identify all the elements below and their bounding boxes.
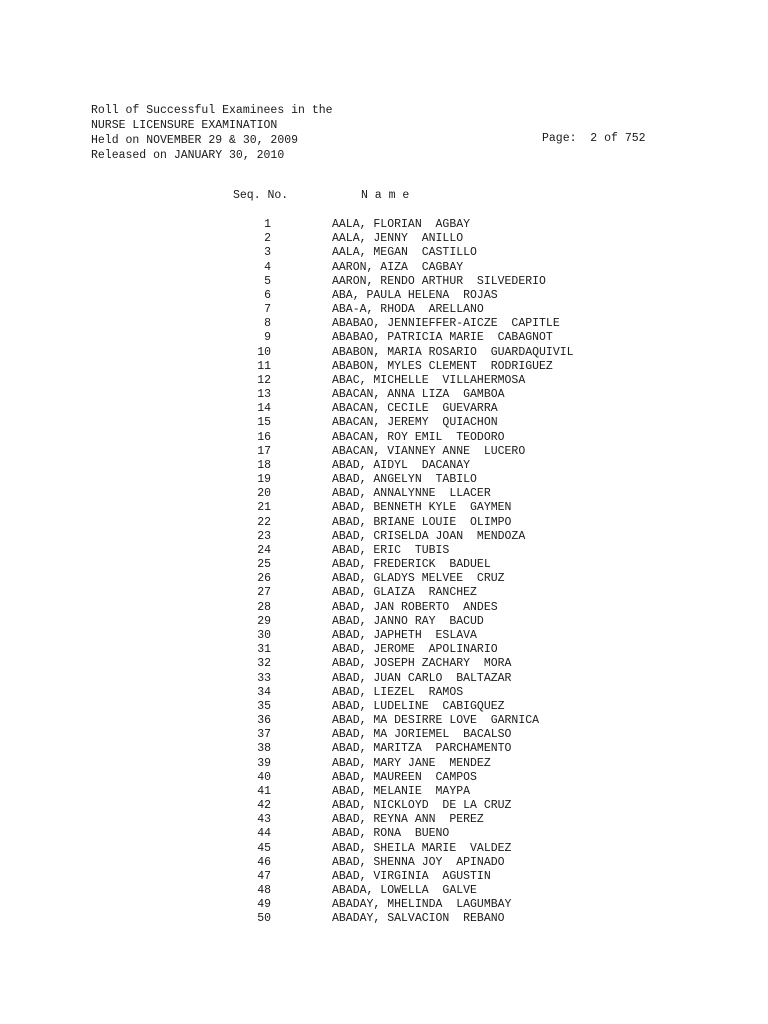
seq-number: 10 (257, 345, 271, 359)
seq-number: 35 (257, 699, 271, 713)
seq-number: 42 (257, 799, 271, 813)
list-item (0, 842, 768, 856)
list-item (0, 572, 768, 586)
list-item (0, 629, 768, 643)
seq-number: 24 (257, 543, 271, 557)
seq-number: 44 (257, 827, 271, 841)
list-item (0, 700, 768, 714)
list-item (0, 261, 768, 275)
seq-number: 2 (264, 232, 271, 246)
examinee-name: ABAD, ERIC TUBIS (332, 543, 450, 557)
list-item (0, 501, 768, 515)
examinee-name: ABAD, JOSEPH ZACHARY MORA (332, 657, 512, 671)
name-column-header: N a m e (361, 189, 410, 202)
seq-number: 30 (257, 628, 271, 642)
examinee-name: ABAD, MELANIE MAYPA (332, 784, 471, 798)
examinee-name: ABAD, SHEILA MARIE VALDEZ (332, 841, 512, 855)
seq-number: 7 (264, 303, 271, 317)
examinee-name: ABADAY, MHELINDA LAGUMBAY (332, 898, 512, 912)
examinee-name: ABAD, ANNALYNNE LLACER (332, 487, 491, 501)
list-item (0, 586, 768, 600)
list-item (0, 445, 768, 459)
list-item (0, 870, 768, 884)
seq-number: 5 (264, 274, 271, 288)
list-item (0, 246, 768, 260)
list-item (0, 544, 768, 558)
seq-number: 9 (264, 331, 271, 345)
seq-number: 34 (257, 685, 271, 699)
exam-date-line: Held on NOVEMBER 29 & 30, 2009 (91, 134, 299, 147)
examinee-name: AALA, JENNY ANILLO (332, 232, 464, 246)
seq-number: 37 (257, 728, 271, 742)
document-title-line: Roll of Successful Examinees in the (91, 104, 333, 117)
seq-number: 29 (257, 614, 271, 628)
list-item (0, 232, 768, 246)
seq-number: 40 (257, 770, 271, 784)
list-item (0, 615, 768, 629)
examinee-name: ABAD, MAUREEN CAMPOS (332, 770, 477, 784)
examinee-name: ABABAO, JENNIEFFER-AICZE CAPITLE (332, 317, 560, 331)
examinee-name: ABAD, FREDERICK BADUEL (332, 558, 491, 572)
seq-number: 31 (257, 643, 271, 657)
examinee-name: ABACAN, ANNA LIZA GAMBOA (332, 388, 505, 402)
examinee-name: ABAD, LIEZEL RAMOS (332, 685, 464, 699)
list-item (0, 884, 768, 898)
examinee-name: ABABAO, PATRICIA MARIE CABAGNOT (332, 331, 553, 345)
list-item (0, 487, 768, 501)
examinee-name: ABAD, MA DESIRRE LOVE GARNICA (332, 714, 540, 728)
list-item (0, 771, 768, 785)
seq-number: 18 (257, 458, 271, 472)
list-item (0, 686, 768, 700)
examinee-name: AALA, MEGAN CASTILLO (332, 246, 477, 260)
page-indicator: Page: 2 of 752 (542, 132, 646, 145)
list-item (0, 714, 768, 728)
seq-number: 45 (257, 841, 271, 855)
examinee-name: ABACAN, ROY EMIL TEODORO (332, 430, 505, 444)
seq-number: 20 (257, 487, 271, 501)
seq-number: 41 (257, 784, 271, 798)
seq-number: 32 (257, 657, 271, 671)
examinee-name: ABAD, JUAN CARLO BALTAZAR (332, 671, 512, 685)
list-item (0, 473, 768, 487)
examinee-name: ABACAN, CECILE GUEVARRA (332, 402, 498, 416)
seq-number: 49 (257, 898, 271, 912)
list-item (0, 601, 768, 615)
seq-number: 21 (257, 501, 271, 515)
seq-number: 47 (257, 869, 271, 883)
seq-column-header: Seq. No. (233, 189, 289, 202)
examinee-name: ABAD, CRISELDA JOAN MENDOZA (332, 529, 526, 543)
list-item (0, 827, 768, 841)
list-item (0, 516, 768, 530)
seq-number: 22 (257, 515, 271, 529)
examinee-name: ABAD, BENNETH KYLE GAYMEN (332, 501, 512, 515)
list-item (0, 657, 768, 671)
list-item (0, 813, 768, 827)
list-item (0, 303, 768, 317)
list-item (0, 388, 768, 402)
exam-name-line: NURSE LICENSURE EXAMINATION (91, 119, 278, 132)
examinee-name: ABAD, AIDYL DACANAY (332, 458, 471, 472)
examinee-name: ABAD, REYNA ANN PEREZ (332, 813, 484, 827)
list-item (0, 289, 768, 303)
list-item (0, 856, 768, 870)
seq-number: 8 (264, 317, 271, 331)
list-item (0, 331, 768, 345)
list-item (0, 317, 768, 331)
examinee-name: ABA-A, RHODA ARELLANO (332, 303, 484, 317)
examinee-name: ABAD, JANNO RAY BACUD (332, 614, 484, 628)
seq-number: 15 (257, 416, 271, 430)
list-item (0, 672, 768, 686)
seq-number: 50 (257, 912, 271, 926)
seq-number: 36 (257, 714, 271, 728)
examinee-name: ABADAY, SALVACION REBANO (332, 912, 505, 926)
examinee-name: ABACAN, JEREMY QUIACHON (332, 416, 498, 430)
seq-number: 16 (257, 430, 271, 444)
examinee-name: AALA, FLORIAN AGBAY (332, 218, 471, 231)
examinee-name: AARON, AIZA CAGBAY (332, 260, 464, 274)
seq-number: 43 (257, 813, 271, 827)
release-date-line: Released on JANUARY 30, 2010 (91, 149, 285, 162)
seq-number: 25 (257, 558, 271, 572)
seq-number: 46 (257, 855, 271, 869)
list-item (0, 459, 768, 473)
list-item (0, 431, 768, 445)
examinee-name: ABAD, GLADYS MELVEE CRUZ (332, 572, 505, 586)
examinee-name: ABACAN, VIANNEY ANNE LUCERO (332, 444, 526, 458)
examinee-name: ABAD, JEROME APOLINARIO (332, 643, 498, 657)
seq-number: 17 (257, 444, 271, 458)
seq-number: 1 (264, 218, 271, 231)
examinee-name: ABAD, MARITZA PARCHAMENTO (332, 742, 512, 756)
examinee-name: ABAD, GLAIZA RANCHEZ (332, 586, 477, 600)
seq-number: 4 (264, 260, 271, 274)
list-item (0, 643, 768, 657)
seq-number: 12 (257, 373, 271, 387)
examinee-name: AARON, RENDO ARTHUR SILVEDERIO (332, 274, 546, 288)
seq-number: 13 (257, 388, 271, 402)
examinee-name: ABAC, MICHELLE VILLAHERMOSA (332, 373, 526, 387)
list-item (0, 346, 768, 360)
list-item (0, 757, 768, 771)
list-item (0, 799, 768, 813)
seq-number: 6 (264, 288, 271, 302)
list-item (0, 275, 768, 289)
seq-number: 3 (264, 246, 271, 260)
seq-number: 23 (257, 529, 271, 543)
examinee-name: ABAD, BRIANE LOUIE OLIMPO (332, 515, 512, 529)
seq-number: 48 (257, 884, 271, 898)
seq-number: 39 (257, 756, 271, 770)
examinee-name: ABAD, SHENNA JOY APINADO (332, 855, 505, 869)
examinee-name: ABAD, VIRGINIA AGUSTIN (332, 869, 491, 883)
seq-number: 27 (257, 586, 271, 600)
seq-number: 11 (257, 359, 271, 373)
list-item (0, 416, 768, 430)
list-item (0, 218, 768, 232)
list-item (0, 402, 768, 416)
seq-number: 26 (257, 572, 271, 586)
seq-number: 38 (257, 742, 271, 756)
list-item (0, 374, 768, 388)
examinee-name: ABABON, MYLES CLEMENT RODRIGUEZ (332, 359, 553, 373)
seq-number: 33 (257, 671, 271, 685)
list-item (0, 530, 768, 544)
examinee-name: ABAD, MARY JANE MENDEZ (332, 756, 491, 770)
examinee-name: ABAD, NICKLOYD DE LA CRUZ (332, 799, 512, 813)
examinee-list (0, 218, 768, 927)
list-item (0, 742, 768, 756)
examinee-name: ABADA, LOWELLA GALVE (332, 884, 477, 898)
examinee-name: ABA, PAULA HELENA ROJAS (332, 288, 498, 302)
examinee-name: ABAD, RONA BUENO (332, 827, 450, 841)
examinee-name: ABAD, JAPHETH ESLAVA (332, 628, 477, 642)
examinee-name: ABABON, MARIA ROSARIO GUARDAQUIVIL (332, 345, 574, 359)
examinee-name: ABAD, MA JORIEMEL BACALSO (332, 728, 512, 742)
seq-number: 28 (257, 600, 271, 614)
seq-number: 14 (257, 402, 271, 416)
seq-number: 19 (257, 473, 271, 487)
examinee-name: ABAD, LUDELINE CABIGQUEZ (332, 699, 505, 713)
list-item (0, 898, 768, 912)
list-item (0, 728, 768, 742)
examinee-name: ABAD, JAN ROBERTO ANDES (332, 600, 498, 614)
list-item (0, 912, 768, 926)
list-item (0, 785, 768, 799)
examinee-name: ABAD, ANGELYN TABILO (332, 473, 477, 487)
list-item (0, 558, 768, 572)
list-item (0, 360, 768, 374)
